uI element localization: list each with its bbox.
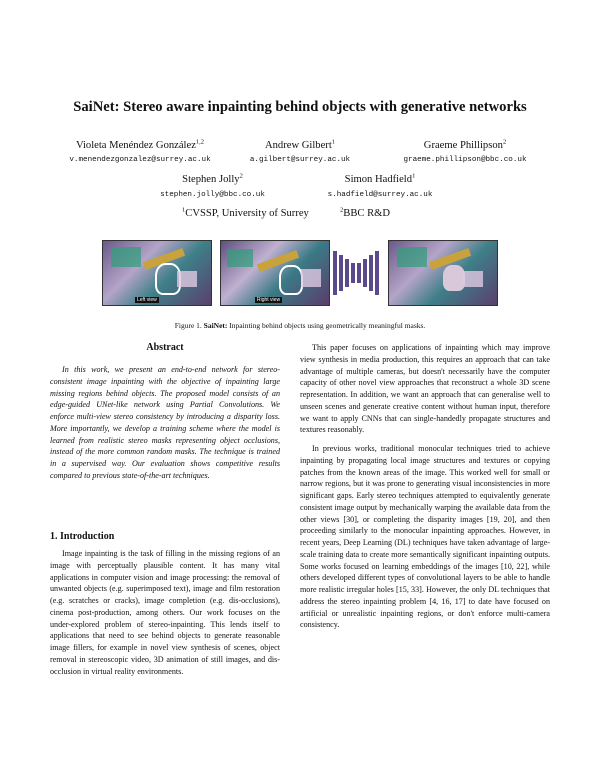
figure-caption: Figure 1. SaiNet: Inpainting behind objects using geometrically meaningful masks.	[174, 321, 426, 330]
left-view-image	[102, 240, 212, 306]
author-name: Simon Hadfield$^1$	[344, 172, 416, 185]
decoder-block	[357, 263, 361, 283]
intro-body	[50, 548, 280, 677]
decoder-block	[375, 251, 379, 295]
inpainted-output-image	[388, 240, 498, 306]
abstract-heading: Abstract	[146, 342, 184, 353]
decoder-block	[363, 259, 367, 287]
right-column	[300, 342, 550, 631]
left-view-label: Left view	[137, 297, 157, 303]
body-paragraph: In previous works, traditional monocular techniques tried to achieve inpainting by propagating local image structures and textures or copying patches from the known areas of the image. This worked well for small or narrow regions, but it was prone to generating visual inconsistencies in more significant gaps. Early stereo techniques attempted to equivalently generate consistent image output by mechanically warping the available data from the other views [30], or completing the disparity images [19, 20], and then proceeding similarly to the monocular inpainting approaches. However, in recent years, Deep Learning (DL) techniques have taken advantage of large-scale training data to create more semantically significant inpainting outputs. Some works focused on learning embeddings of the images [10, 22], while others developed different types of convolutional layers to be able to handle more realistic irregular holes [15, 33]. However, the only DL techniques that address the stereo inpainting problem [4, 16, 17] to date have focused on artificial or unrealistic inpainting regions, or don't enforce multi-camera consistency.	[300, 444, 550, 630]
network-diagram	[332, 248, 384, 298]
encoder-block	[345, 259, 349, 287]
author-email: a.gilbert@surrey.ac.uk	[249, 156, 351, 164]
author-email: s.hadfield@surrey.ac.uk	[327, 191, 433, 199]
body-paragraph: This paper focuses on applications of inpainting which may improve view synthesis in media production, this requires an approach that can take advantage of multiple cameras, but doesn't necessarily have the computer capacity of other novel view approaches that reconstruct a whole 3D scene representation. In addition, we want an approach that can generalise well to unseen scenes and generate creative content without human input, therefore we want to apply CNNs that can single-handedly propagate structures and textures reasonably.	[300, 343, 550, 435]
encoder-block	[333, 251, 337, 295]
author-block	[300, 174, 460, 185]
intro-paragraph: Image inpainting is the task of filling in the missing regions of an image with perceptually plausible content. It has many vital applications in computer vision and image processing: the removal of unwanted objects (e.g. superimposed text), image and film restoration (e.g. scratches or cracks), image completion (e.g. dis-occlusions), cinema post-production, among others. Our work focuses on the under-explored problem of stereo-inpainting. This lends itself to applications that need to see behind objects to generate reasonable image fillers, for example in novel view synthesis of scenes, object removal in stereoscopic video, 3D animation of still images, and dis-occlusion in virtual reality environments.	[50, 549, 280, 676]
author-name: Graeme Phillipson$^2$	[423, 138, 507, 151]
author-block	[230, 140, 370, 151]
section-heading: 1. Introduction	[50, 531, 115, 542]
author-name: Stephen Jolly$^2$	[182, 172, 243, 185]
paper-title: SaiNet: Stereo aware inpainting behind objects with generative networks	[73, 99, 527, 115]
abstract-paragraph: In this work, we present an end-to-end network for stereo-consistent image inpainting with the objective of inpainting large missing regions behind objects. The proposed model consists of an edge-guided UNet-like network using Partial Convolutions. We enforce multi-view stereo consistency by introducing a disparity loss. More importantly, we develop a training scheme where the model is learned from realistic stereo masks representing object occlusions, instead of the more common random masks. The technique is trained in a supervised way. Our evaluation shows competitive results compared to previous state-of-the-art techniques.	[50, 365, 280, 480]
decoder-block	[369, 255, 373, 291]
author-block	[50, 140, 230, 151]
author-block	[380, 140, 550, 151]
author-name: Andrew Gilbert$^1$	[264, 138, 336, 151]
author-block	[140, 174, 285, 185]
abstract-body	[50, 364, 280, 482]
author-name: Violeta Menéndez González$^{1,2}$	[75, 138, 205, 151]
right-view-label: Right view	[257, 297, 281, 303]
affiliation: $^1$CVSSP, University of Surrey	[182, 206, 309, 219]
right-view-image	[220, 240, 330, 306]
encoder-block	[339, 255, 343, 291]
encoder-block	[351, 263, 355, 283]
author-email: stephen.jolly@bbc.co.uk	[160, 191, 265, 199]
author-email: graeme.phillipson@bbc.co.uk	[403, 156, 527, 164]
author-email: v.menendezgonzalez@surrey.ac.uk	[69, 156, 211, 164]
affiliation: $^2$BBC R&D	[340, 206, 391, 219]
figure-1	[102, 240, 498, 306]
